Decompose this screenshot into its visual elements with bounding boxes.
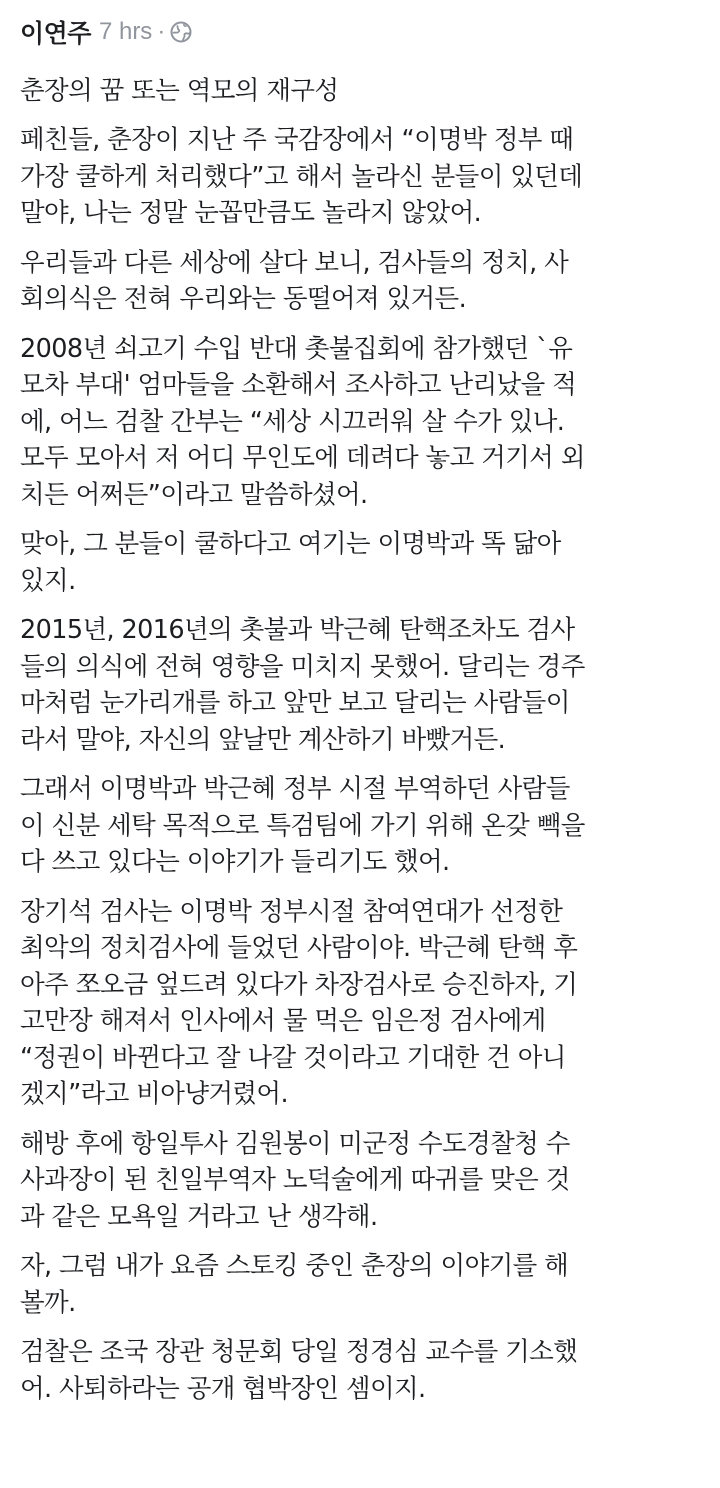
- paragraph-line: 우리들과 다른 세상에 살다 보니, 검사들의 정치, 사: [20, 247, 569, 278]
- paragraph-line: 2008년 쇠고기 수입 반대 촛불집회에 참가했던 `유: [20, 333, 573, 364]
- post-paragraph: [20, 1126, 710, 1236]
- paragraph-line: 사과장이 된 친일부역자 노덕술에게 따귀를 맞은 것: [20, 1165, 570, 1195]
- post-title: 춘장의 꿈 또는 역모의 재구성: [20, 76, 339, 106]
- paragraph-line: 겠지”라고 비아냥거렸어.: [20, 1079, 288, 1109]
- author-name[interactable]: 이연주: [20, 19, 91, 48]
- globe-icon[interactable]: [170, 21, 192, 43]
- paragraph-line: “정권이 바뀐다고 잘 나갈 것이라고 기대한 건 아니: [20, 1042, 566, 1073]
- post-body: [20, 72, 710, 1420]
- post-timestamp[interactable]: 7 hrs: [98, 18, 153, 45]
- paragraph-line: 가장 쿨하게 처리했다”고 해서 놀라신 분들이 있던데: [20, 161, 583, 192]
- paragraph-line: 에, 어느 검찰 간부는 “세상 시끄러워 살 수가 있나.: [20, 406, 565, 437]
- paragraph-line: 모두 모아서 저 어디 무인도에 데려다 놓고 거기서 외: [20, 443, 585, 473]
- paragraph-line: 해방 후에 항일투사 김원봉이 미군정 수도경찰청 수: [20, 1128, 570, 1159]
- paragraph-line: 아주 쪼오금 엎드려 있다가 차장검사로 승진하자, 기: [20, 969, 578, 1000]
- post-paragraph: [20, 894, 710, 1113]
- paragraph-line: 고만장 해져서 인사에서 물 먹은 임은정 검사에게: [20, 1006, 546, 1036]
- paragraph-line: 장기석 검사는 이명박 정부시절 참여연대가 선정한: [20, 896, 563, 927]
- paragraph-line: 회의식은 전혀 우리와는 동떨어져 있거든.: [20, 284, 467, 314]
- paragraph-line: 모차 부대' 엄마들을 소환해서 조사하고 난리났을 적: [20, 370, 577, 400]
- post-header: [20, 12, 192, 52]
- paragraph-line: 있지.: [20, 565, 76, 596]
- paragraph-line: 라서 말야, 자신의 앞날만 계산하기 바빴거든.: [20, 724, 506, 755]
- paragraph-line: 다 쓰고 있다는 이야기가 들리기도 했어.: [20, 847, 450, 877]
- paragraph-line: 마처럼 눈가리개를 하고 앞만 보고 달리는 사람들이: [20, 688, 570, 718]
- paragraph-line: 들의 의식에 전혀 영향을 미치지 못했어. 달리는 경주: [20, 651, 585, 682]
- paragraph-line: 치든 어쩌든”이라고 말씀하셨어.: [20, 479, 368, 510]
- paragraph-line: 볼까.: [20, 1287, 76, 1318]
- paragraph-line: 맞아, 그 분들이 쿨하다고 여기는 이명박과 똑 닮아: [20, 529, 561, 559]
- post-paragraph: [20, 612, 710, 758]
- paragraph-line: 이 신분 세탁 목적으로 특검팀에 가기 위해 온갖 빽을: [20, 810, 585, 841]
- post-paragraph: [20, 331, 710, 514]
- paragraph-line: 최악의 정치검사에 들었던 사람이야. 박근혜 탄핵 후: [20, 933, 578, 963]
- paragraph-line: 2015년, 2016년의 촛불과 박근혜 탄핵조차도 검사: [20, 615, 575, 645]
- header-separator: ·: [157, 18, 166, 45]
- paragraph-line: 페친들, 춘장이 지난 주 국감장에서 “이명박 정부 때: [20, 125, 574, 155]
- post-paragraph: [20, 526, 710, 599]
- paragraph-line: 말야, 나는 정말 눈꼽만큼도 놀라지 않았어.: [20, 198, 482, 228]
- post-paragraph: [20, 1334, 710, 1407]
- post-paragraphs: [20, 122, 710, 1407]
- paragraph-line: 그래서 이명박과 박근혜 정부 시절 부역하던 사람들: [20, 774, 570, 804]
- paragraph-line: 어. 사퇴하라는 공개 협박장인 셈이지.: [20, 1373, 426, 1404]
- post-paragraph: [20, 245, 710, 318]
- post-paragraph: [20, 1248, 710, 1321]
- paragraph-line: 과 같은 모욕일 거라고 난 생각해.: [20, 1201, 378, 1232]
- post-paragraph: [20, 771, 710, 881]
- post-paragraph: [20, 122, 710, 232]
- paragraph-line: 자, 그럼 내가 요즘 스토킹 중인 춘장의 이야기를 해: [20, 1251, 569, 1281]
- paragraph-line: 검찰은 조국 장관 청문회 당일 정경심 교수를 기소했: [20, 1337, 578, 1367]
